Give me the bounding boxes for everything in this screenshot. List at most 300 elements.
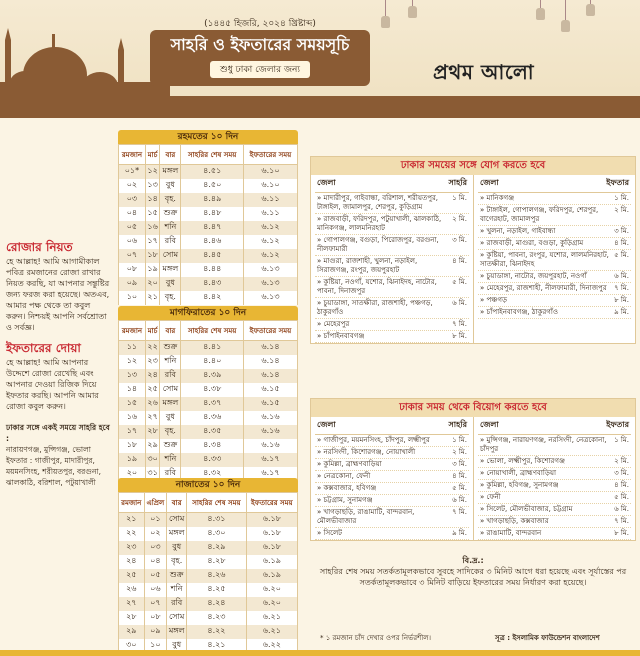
minute-offset: ১ মি. xyxy=(614,436,629,444)
month-date: ১৭ xyxy=(145,235,159,249)
page-subtitle: শুধু ঢাকা জেলার জন্য xyxy=(210,61,310,78)
mosque-silhouette-icon xyxy=(0,20,170,100)
district-names: » খাগড়াছড়ি, কক্সবাজার xyxy=(480,517,549,525)
month-date: ২৪ xyxy=(145,369,159,383)
month-date: ১৫ xyxy=(145,207,159,221)
iftar-time: ৬.১৬ xyxy=(243,411,297,425)
minute-offset: ৬ মি. xyxy=(452,299,467,307)
minute-offset: ৪ মি. xyxy=(614,239,629,247)
ramadan-day: ০৩ xyxy=(119,193,146,207)
sahri-time: ৪.৪১ xyxy=(181,341,244,355)
table-row xyxy=(119,355,298,369)
footnote: * ১ রমজান চাঁদ দেখার ওপর নির্ভরশীল। xyxy=(320,634,431,642)
source-credit: সূত্র : ইসলামিক ফাউন্ডেশন বাংলাদেশ xyxy=(495,634,600,642)
district-names: » মাদারীপুর, গাইবান্ধা, বরিশাল, শরীয়তপুর, টাঙ্গাইল, জামালপুর, শেরপুর, কুড়িগ্রাম xyxy=(317,194,439,211)
sahri-time: ৪.৫১ xyxy=(181,165,244,179)
district-names: » মাগুরা, রাজশাহী, খুলনা, নড়াইল, সিরাজগঞ্জ, রংপুর, জয়পুরহাট xyxy=(317,257,418,274)
weekday: মঙ্গল xyxy=(160,397,181,411)
table-row xyxy=(119,235,298,249)
iftar-time: ৬.১২ xyxy=(243,249,297,263)
list-item xyxy=(315,447,469,459)
minute-offset: ১ মি. xyxy=(452,194,467,202)
month-date: ২৯ xyxy=(145,439,159,453)
najat-table xyxy=(118,478,298,653)
district-names: » টাঙ্গাইল, গোপালগঞ্জ, ফরিদপুর, শেরপুর, বাগেরহাট, জামালপুর xyxy=(480,206,599,223)
list-item xyxy=(478,271,631,283)
list-item xyxy=(315,507,469,528)
iftar-time: ৬.১৯ xyxy=(246,555,297,569)
ramadan-day: ১১ xyxy=(119,341,146,355)
col-zila: জেলা xyxy=(317,420,336,429)
sahri-time: ৪.২৩ xyxy=(187,611,246,625)
month-date: ১০ xyxy=(144,639,167,653)
list-item xyxy=(315,435,469,447)
district-names: » রাঙামাটি, বান্দরবান xyxy=(480,529,542,537)
ramadan-day: ০৪ xyxy=(119,207,146,221)
minute-offset: ৯ মি. xyxy=(614,308,629,316)
district-names: » সিলেট, মৌলভীবাজার, চট্টগ্রাম xyxy=(480,505,573,513)
minute-offset: ২ মি. xyxy=(452,448,467,456)
district-names: » চট্টগ্রাম, সুনামগঞ্জ xyxy=(317,496,373,504)
weekday: সোম xyxy=(160,249,181,263)
district-names: » চাঁপাইনবাবগঞ্জ xyxy=(317,332,365,340)
iftar-time: ৬.১১ xyxy=(243,193,297,207)
add-time-title: ঢাকার সময়ের সঙ্গে যোগ করতে হবে xyxy=(311,157,635,175)
table-row xyxy=(119,597,298,611)
district-names: » কুষ্টিয়া, পাবনা, রংপুর, যশোর, লালমনিরহাট, সাতক্ষীরা, ঝিনাইদহ xyxy=(480,251,609,268)
weekday: শুক্র xyxy=(160,439,181,453)
table-row xyxy=(119,569,298,583)
sahri-time: ৪.৩৬ xyxy=(181,411,244,425)
header-banner xyxy=(0,0,640,118)
month-date: ০৪ xyxy=(144,555,167,569)
minute-offset: ৩ মি. xyxy=(614,469,629,477)
district-names: » মেহেরপুর xyxy=(317,320,350,328)
iftar-time: ৬.১২ xyxy=(243,235,297,249)
sahri-time: ৪.৪৪ xyxy=(181,263,244,277)
iftar-time: ৬.১৩ xyxy=(243,277,297,291)
dua-title: ইফতারের দোয়া xyxy=(6,341,81,355)
ramadan-day: ০৮ xyxy=(119,263,146,277)
minute-offset: ৫ মি. xyxy=(452,278,467,286)
ramadan-day: ০৬ xyxy=(119,235,146,249)
month-date: ০৬ xyxy=(144,583,167,597)
ramadan-day: ১৬ xyxy=(119,411,146,425)
district-names: » খাগড়াছড়ি, রাঙামাটি, বান্দরবান, মৌলভীবাজার xyxy=(317,508,415,525)
list-item xyxy=(315,471,469,483)
col-sahri: সাহরির শেষ সময় xyxy=(181,321,244,341)
list-item xyxy=(315,256,469,277)
table-row xyxy=(119,249,298,263)
ramadan-day: ১৭ xyxy=(119,425,146,439)
col-day: বার xyxy=(167,493,187,513)
district-names: » কুষ্টিয়া, নওগাঁ, যশোর, ঝিনাইদহ, নাটোর, পাবনা, দিনাজপুর xyxy=(317,278,437,295)
lantern-icon xyxy=(540,0,541,10)
iftar-time: ৬.২০ xyxy=(246,583,297,597)
month-date: ১৮ xyxy=(145,249,159,263)
add-time-panel xyxy=(310,156,636,344)
minute-offset: ১ মি. xyxy=(614,194,629,202)
list-item xyxy=(478,516,631,528)
ramadan-day: ২৯ xyxy=(119,625,145,639)
table-row xyxy=(119,179,298,193)
weekday: বৃহ. xyxy=(167,555,187,569)
minute-offset: ৭ মি. xyxy=(614,517,629,525)
weekday: রবি xyxy=(160,467,181,481)
list-item xyxy=(478,504,631,516)
left-text-column xyxy=(6,240,110,498)
sahri-time: ৪.৩৫ xyxy=(181,425,244,439)
sahri-time: ৪.৩১ xyxy=(187,513,246,527)
minute-offset: ৫ মি. xyxy=(614,251,629,259)
same-time-block xyxy=(6,422,110,488)
sahri-time: ৪.২৫ xyxy=(187,583,246,597)
ramadan-day: ২৪ xyxy=(119,555,145,569)
col-month: মার্চ xyxy=(145,321,159,341)
month-date: ০৫ xyxy=(144,569,167,583)
minute-offset: ৩ মি. xyxy=(452,460,467,468)
district-names: » রাজবাড়ী, ফরিদপুর, পটুয়াখালী, ঝালকাঠি, মানিকগঞ্জ, লালমনিরহাট xyxy=(317,215,442,232)
month-date: ২০ xyxy=(145,277,159,291)
minute-offset: ২ মি. xyxy=(614,457,629,465)
weekday: বৃহ. xyxy=(160,425,181,439)
list-item xyxy=(478,480,631,492)
prothom-alo-logo: প্রথম আলো xyxy=(433,60,535,84)
weekday: শনি xyxy=(160,221,181,235)
ramadan-day: ০১* xyxy=(119,165,146,179)
table-row xyxy=(119,527,298,541)
col-sahri: সাহরির শেষ সময় xyxy=(181,145,244,165)
ramadan-day: ২৮ xyxy=(119,611,145,625)
col-sahri: সাহরি xyxy=(448,420,467,429)
list-item xyxy=(478,238,631,250)
niyat-title: রোজার নিয়ত xyxy=(6,240,73,254)
district-names: » চুয়াডাঙ্গা, নাটোর, জয়পুরহাট, নওগাঁ xyxy=(480,272,587,280)
col-iftar: ইফতারের সময় xyxy=(243,321,297,341)
sahri-time: ৪.২৯ xyxy=(187,541,246,555)
table-row xyxy=(119,291,298,305)
iftar-time: ৬.১৭ xyxy=(243,467,297,481)
dua-text: হে আল্লাহ! আমি আপনার উদ্দেশে রোজা রেখেছি এবং আপনার দেওয়া রিজিক দিয়ে ইফতার করছি। আপনি আমার রোজা কবুল করুন। xyxy=(6,358,99,411)
weekday: শুক্র xyxy=(160,207,181,221)
ramadan-day: ১৪ xyxy=(119,383,146,397)
col-day: বার xyxy=(160,321,181,341)
iftar-time: ৬.১৪ xyxy=(243,369,297,383)
ramadan-day: ১৯ xyxy=(119,453,146,467)
iftar-time: ৬.১৪ xyxy=(243,341,297,355)
sahri-time: ৪.৫০ xyxy=(181,179,244,193)
month-date: ২৩ xyxy=(145,355,159,369)
weekday: মঙ্গল xyxy=(160,263,181,277)
iftar-time: ৬.১০ xyxy=(243,165,297,179)
table-row xyxy=(119,425,298,439)
magfirat-title: মাগফিরাতের ১০ দিন xyxy=(118,306,298,320)
table-row xyxy=(119,165,298,179)
sahri-time: ৪.৩৭ xyxy=(181,397,244,411)
sahri-time: ৪.২২ xyxy=(187,625,246,639)
lantern-icon xyxy=(565,0,566,22)
minute-offset: ৫ মি. xyxy=(614,493,629,501)
weekday: শনি xyxy=(160,355,181,369)
district-names: » কুমিল্লা, ব্রাহ্মণবাড়িয়া xyxy=(317,460,382,468)
table-row xyxy=(119,625,298,639)
list-item xyxy=(478,435,631,456)
district-names: » মুন্সিগঞ্জ, নারায়ণগঞ্জ, নরসিংদী, নেত্রকোনা, চাঁদপুর xyxy=(480,436,607,453)
month-date: ১৯ xyxy=(145,263,159,277)
same-time-sahri: নারায়ণগঞ্জ, মুন্সিগঞ্জ, ভোলা xyxy=(6,445,91,454)
district-names: » নেত্রকোনা, ফেনী xyxy=(317,472,371,480)
month-date: ০৩ xyxy=(144,541,167,555)
weekday: বৃহ. xyxy=(160,193,181,207)
iftar-time: ৬.২১ xyxy=(246,611,297,625)
sahri-time: ৪.৪৩ xyxy=(181,277,244,291)
ramadan-day: ২২ xyxy=(119,527,145,541)
weekday: সোম xyxy=(160,383,181,397)
month-date: ২৮ xyxy=(145,425,159,439)
iftar-time: ৬.১৬ xyxy=(243,425,297,439)
weekday: মঙ্গল xyxy=(167,527,187,541)
col-iftar: ইফতারের সময় xyxy=(243,145,297,165)
page-title: সাহরি ও ইফতারের সময়সূচি xyxy=(170,35,350,54)
weekday: রবি xyxy=(160,235,181,249)
col-zila: জেলা xyxy=(480,420,499,429)
month-date: ৩০ xyxy=(145,453,159,467)
table-row xyxy=(119,555,298,569)
minute-offset: ৩ মি. xyxy=(614,227,629,235)
district-names: » মেহেরপুর, রাজশাহী, নীলফামারী, দিনাজপুর xyxy=(480,284,607,292)
list-item xyxy=(478,205,631,226)
iftar-time: ৬.১৮ xyxy=(246,513,297,527)
iftar-time: ৬.১৮ xyxy=(246,541,297,555)
list-item xyxy=(478,528,631,540)
col-iftar: ইফতার xyxy=(606,420,629,429)
iftar-time: ৬.১৩ xyxy=(243,263,297,277)
note-block xyxy=(310,555,636,588)
bottom-band xyxy=(0,650,640,656)
sahri-time: ৪.৪২ xyxy=(181,291,244,305)
rahmat-title: রহমতের ১০ দিন xyxy=(118,130,298,144)
minute-offset: ৯ মি. xyxy=(452,529,467,537)
minute-offset: ৪ মি. xyxy=(452,472,467,480)
iftar-time: ৬.১৫ xyxy=(243,397,297,411)
table-row xyxy=(119,397,298,411)
list-item xyxy=(478,283,631,295)
district-names: » চুয়াডাঙ্গা, সাতক্ষীরা, রাজশাহী, পঞ্চগড়, ঠাকুরগাঁও xyxy=(317,299,433,316)
sahri-time: ৪.২১ xyxy=(187,639,246,653)
ramadan-day: ১৫ xyxy=(119,397,146,411)
sahri-time: ৪.৩০ xyxy=(187,527,246,541)
weekday: রবি xyxy=(160,369,181,383)
subtract-time-title: ঢাকার সময় থেকে বিয়োগ করতে হবে xyxy=(311,399,635,417)
district-names: » গাজীপুর, ময়মনসিংহ, চাঁদপুর, লক্ষ্মীপুর xyxy=(317,436,430,444)
iftar-time: ৬.২২ xyxy=(246,639,297,653)
iftar-time: ৬.১৬ xyxy=(243,439,297,453)
ramadan-day: ৩০ xyxy=(119,639,145,653)
note-text: সাহরির শেষ সময় সতর্কতামূলকভাবে সুবহে সাদিকের ৩ মিনিট আগে ধরা হয়েছে এবং সূর্যাস্তের পর সতর্কতামূলকভাবে ৩ মিনিট বাড়িয়ে ইফতারের সময় নির্ধারণ করা হয়েছে। xyxy=(319,567,627,587)
col-sahri: সাহরি xyxy=(448,178,467,187)
district-names: » রাজবাড়ী, মাগুরা, বগুড়া, কুড়িগ্রাম xyxy=(480,239,584,247)
minute-offset: ৭ মি. xyxy=(614,284,629,292)
minute-offset: ৬ মি. xyxy=(614,505,629,513)
iftar-time: ৬.১৮ xyxy=(246,527,297,541)
sahri-time: ৪.৪৫ xyxy=(181,249,244,263)
month-date: ২২ xyxy=(145,341,159,355)
minute-offset: ৭ মি. xyxy=(452,508,467,516)
lantern-icon xyxy=(590,0,591,6)
ramadan-day: ০৭ xyxy=(119,249,146,263)
table-row xyxy=(119,583,298,597)
table-row xyxy=(119,611,298,625)
district-names: » কুমিল্লা, হবিগঞ্জ, সুনামগঞ্জ xyxy=(480,481,559,489)
list-item xyxy=(478,250,631,271)
district-names: » নরসিংদী, কিশোরগঞ্জ, নোয়াখালী xyxy=(317,448,416,456)
weekday: মঙ্গল xyxy=(160,165,181,179)
minute-offset: ২ মি. xyxy=(452,215,467,223)
minute-offset: ৮ মি. xyxy=(614,529,629,537)
sahri-time: ৪.৩৯ xyxy=(181,369,244,383)
table-row xyxy=(119,277,298,291)
ramadan-day: ২৫ xyxy=(119,569,145,583)
weekday: বুধ xyxy=(160,277,181,291)
sub-iftar-column xyxy=(473,417,635,540)
magfirat-table xyxy=(118,306,298,481)
district-names: » মানিকগঞ্জ xyxy=(480,194,515,202)
iftar-time: ৬.১৭ xyxy=(243,453,297,467)
month-date: ২৫ xyxy=(145,383,159,397)
minute-offset: ২ মি. xyxy=(614,206,629,214)
sahri-time: ৪.৩৩ xyxy=(181,453,244,467)
sub-sahri-column xyxy=(311,417,473,540)
list-item xyxy=(315,528,469,540)
ramadan-day: ২১ xyxy=(119,513,145,527)
list-item xyxy=(315,495,469,507)
weekday: শনি xyxy=(160,453,181,467)
list-item xyxy=(478,193,631,205)
month-date: ২৭ xyxy=(145,411,159,425)
district-names: » সিলেট xyxy=(317,529,342,537)
ramadan-day: ০৯ xyxy=(119,277,146,291)
col-zila: জেলা xyxy=(480,178,499,187)
weekday: বুধ xyxy=(167,639,187,653)
add-iftar-column xyxy=(473,175,635,343)
weekday: বৃহ. xyxy=(160,291,181,305)
sahri-time: ৪.৪৮ xyxy=(181,207,244,221)
list-item xyxy=(478,226,631,238)
table-row xyxy=(119,341,298,355)
ramadan-day: ২৩ xyxy=(119,541,145,555)
title-box xyxy=(150,19,370,86)
weekday: সোম xyxy=(167,513,187,527)
najat-title: নাজাতের ১০ দিন xyxy=(118,478,298,492)
iftar-time: ৬.১৪ xyxy=(243,355,297,369)
sahri-time: ৪.৪০ xyxy=(181,355,244,369)
table-row xyxy=(119,207,298,221)
table-row xyxy=(119,453,298,467)
note-label: বি.দ্র.: xyxy=(462,556,484,565)
minute-offset: ৬ মি. xyxy=(614,272,629,280)
sahri-time: ৪.৪৭ xyxy=(181,221,244,235)
month-date: ১২ xyxy=(145,165,159,179)
niyat-text: হে আল্লাহ! আমি আগামীকাল পবিত্র রমজানের রোজা রাখার নিয়ত করছি, যা আপনার সন্তুষ্টির জন্য ফরজ করা হয়েছে। অতএব, আমার পক্ষ থেকে তা কবুল করুন। নিশ্চয়ই আপনি সর্বশ্রোতা ও সর্বজ্ঞ। xyxy=(6,257,110,332)
col-month: এপ্রিল xyxy=(144,493,167,513)
ramadan-day: ০৫ xyxy=(119,221,146,235)
minute-offset: ৪ মি. xyxy=(452,257,467,265)
district-names: » গোপালগঞ্জ, বগুড়া, পিরোজপুর, বরগুনা, নীলফামারী xyxy=(317,236,439,253)
list-item xyxy=(315,298,469,319)
weekday: বুধ xyxy=(160,179,181,193)
district-names: » ফেনী xyxy=(480,493,501,501)
list-item xyxy=(478,456,631,468)
month-date: ১৬ xyxy=(145,221,159,235)
minute-offset: ১ মি. xyxy=(452,436,467,444)
ramadan-day: ১০ xyxy=(119,291,146,305)
sahri-time: ৪.৪৯ xyxy=(181,193,244,207)
list-item xyxy=(478,468,631,480)
col-iftar: ইফতার xyxy=(606,178,629,187)
minute-offset: ৭ মি. xyxy=(452,320,467,328)
list-item xyxy=(478,492,631,504)
list-item xyxy=(315,319,469,331)
lantern-icon xyxy=(412,0,413,8)
iftar-time: ৬.১৩ xyxy=(243,291,297,305)
month-date: ০১ xyxy=(144,513,167,527)
rahmat-table xyxy=(118,130,298,305)
col-month: মার্চ xyxy=(145,145,159,165)
table-row xyxy=(119,411,298,425)
list-item xyxy=(315,235,469,256)
month-date: ১৩ xyxy=(145,179,159,193)
weekday: শনি xyxy=(167,583,187,597)
month-date: ০৮ xyxy=(144,611,167,625)
list-item xyxy=(478,295,631,307)
month-date: ২৬ xyxy=(145,397,159,411)
weekday: সোম xyxy=(167,611,187,625)
iftar-time: ৬.১৫ xyxy=(243,383,297,397)
month-date: ০২ xyxy=(144,527,167,541)
minute-offset: ৬ মি. xyxy=(452,496,467,504)
minute-offset: ৫ মি. xyxy=(452,484,467,492)
minute-offset: ৮ মি. xyxy=(614,296,629,304)
year-line: (১৪৪৫ হিজরি, ২০২৪ খ্রিষ্টাব্দ) xyxy=(204,19,316,29)
table-row xyxy=(119,369,298,383)
minute-offset: ৮ মি. xyxy=(452,332,467,340)
table-row xyxy=(119,221,298,235)
sahri-time: ৪.২৬ xyxy=(187,569,246,583)
col-sahri: সাহরির শেষ সময় xyxy=(187,493,246,513)
same-time-iftar: ইফতার : গাজীপুর, মাদারীপুর, ময়মনসিংহ, শরীয়তপুর, বরগুনা, ঝালকাঠি, বরিশাল, পটুয়াখালী xyxy=(6,456,101,487)
iftar-time: ৬.১২ xyxy=(243,221,297,235)
month-date: ০৯ xyxy=(144,625,167,639)
list-item xyxy=(315,483,469,495)
table-row xyxy=(119,263,298,277)
same-time-title: ঢাকার সঙ্গে একই সময়ে সাহরি হবে : xyxy=(6,423,110,443)
table-row xyxy=(119,383,298,397)
district-names: » কক্সবাজার, হবিগঞ্জ xyxy=(317,484,377,492)
weekday: মঙ্গল xyxy=(167,625,187,639)
weekday: শুক্র xyxy=(167,569,187,583)
district-names: » পঞ্চগড় xyxy=(480,296,507,304)
month-date: ১৪ xyxy=(145,193,159,207)
iftar-time: ৬.১১ xyxy=(243,207,297,221)
ramadan-day: ২৬ xyxy=(119,583,145,597)
header-base-band xyxy=(0,96,640,118)
district-names: » চাঁপাইনবাবগঞ্জ, ঠাকুরগাঁও xyxy=(480,308,559,316)
col-day: বার xyxy=(160,145,181,165)
table-row xyxy=(119,541,298,555)
ramadan-day: ২০ xyxy=(119,467,146,481)
list-item xyxy=(315,331,469,343)
weekday: বুধ xyxy=(167,541,187,555)
